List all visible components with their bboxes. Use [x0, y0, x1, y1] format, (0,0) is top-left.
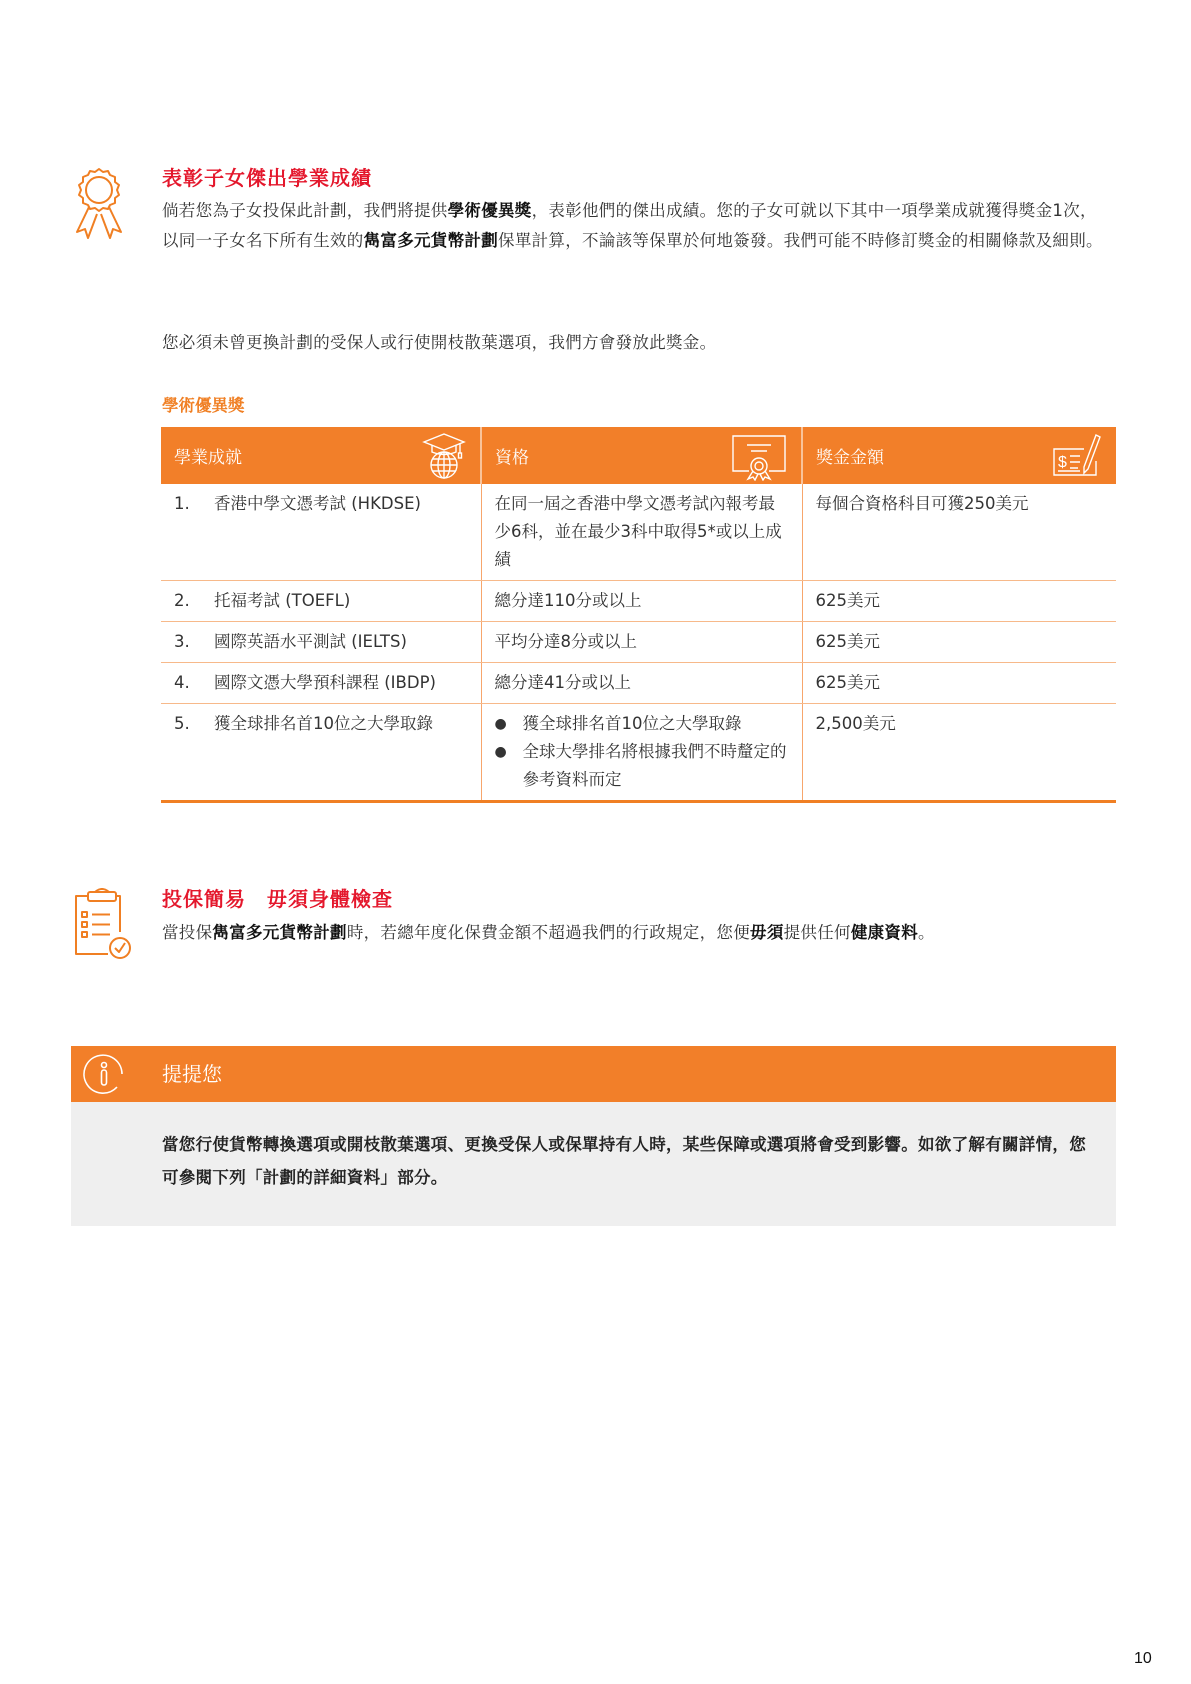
header-achievement: 學業成就: [161, 427, 481, 484]
text-run: ，表彰他們的傑出成績。您的子女可就以下其中一項學業成就獲得獎金1次，以同一子女名下所有生效的: [162, 201, 1097, 250]
qualification-text: 總分達41分或以上: [494, 673, 631, 692]
table-row: [161, 581, 1116, 622]
table-row: [161, 622, 1116, 663]
qualification-cell: [481, 663, 802, 704]
achievement-cell: [161, 663, 481, 704]
amount-cell: 625美元: [802, 622, 1116, 663]
graduation-globe-icon: [420, 431, 468, 486]
achievement-cell: [161, 484, 481, 581]
reminder-text: 當您行使貨幣轉換選項或開枝散葉選項、更換受保人或保單持有人時，某些保障或選項將會受到影響。如欲了解有關詳情，您可參閱下列「計劃的詳細資料」部分。: [162, 1135, 1086, 1187]
reminder-title: 提提您: [162, 1062, 222, 1086]
achievement-label: 香港中學文憑考試 (HKDSE): [214, 494, 421, 513]
qualification-cell: [481, 484, 802, 581]
bullet-item: [495, 738, 789, 794]
achievement-label: 國際英語水平測試 (IELTS): [214, 632, 407, 651]
page-number: 10: [1134, 1650, 1152, 1667]
qualification-cell: [481, 704, 802, 802]
bold-phrase: 健康資料: [850, 923, 919, 942]
qualification-text: 總分達110分或以上: [494, 591, 642, 610]
reminder-header-bar: [71, 1046, 1116, 1102]
cheque-pen-icon: [1048, 431, 1104, 486]
table-title: 學術優異獎: [162, 396, 245, 415]
eligibility-note: 您必須未曾更換計劃的受保人或行使開枝散葉選項，我們方會發放此獎金。: [162, 333, 717, 352]
header-qualification: 資格: [481, 427, 802, 484]
qualification-text: 在同一屆之香港中學文憑考試內報考最少6科，並在最少3科中取得5*或以上成績: [494, 494, 782, 569]
qualification-cell: [481, 622, 802, 663]
bullet-text: 全球大學排名將根據我們不時釐定的參考資料而定: [522, 742, 787, 789]
bold-phrase: 學術優異獎: [447, 201, 532, 220]
achievement-cell: [161, 704, 481, 802]
bullet-item: [495, 710, 789, 738]
row-number: 2.: [174, 591, 190, 610]
row-number: 4.: [174, 673, 190, 692]
section-title-academic: 表彰子女傑出學業成績: [162, 166, 372, 190]
bold-phrase: 雋富多元貨幣計劃: [363, 231, 499, 250]
qualification-cell: [481, 581, 802, 622]
section-title-simple-application: 投保簡易 毋須身體檢查: [162, 887, 393, 911]
award-ribbon-icon: [70, 166, 128, 246]
achievement-label: 獲全球排名首10位之大學取錄: [214, 714, 433, 733]
achievement-label: 托福考試 (TOEFL): [214, 591, 351, 610]
amount-cell: 625美元: [802, 663, 1116, 704]
row-number: 5.: [174, 714, 190, 733]
text-run: 提供任何: [783, 923, 851, 942]
table-row: [161, 704, 1116, 802]
certificate-icon: [729, 431, 789, 486]
academic-award-table: [161, 427, 1116, 803]
row-number: 3.: [174, 632, 190, 651]
amount-cell: 625美元: [802, 581, 1116, 622]
bullet-dot-icon: ●: [494, 744, 507, 760]
svg-text:$: $: [1058, 454, 1067, 471]
achievement-cell: [161, 622, 481, 663]
amount-cell: 2,500美元: [802, 704, 1116, 802]
academic-intro-paragraph: [162, 196, 1112, 256]
bullet-text: 獲全球排名首10位之大學取錄: [522, 714, 742, 733]
header-amount: 獎金金額 $: [802, 427, 1116, 484]
table-row: [161, 663, 1116, 704]
bold-phrase: 毋須: [750, 923, 784, 942]
bold-phrase: 雋富多元貨幣計劃: [212, 923, 347, 942]
text-run: 倘若您為子女投保此計劃，我們將提供: [162, 201, 448, 220]
text-run: 時，若總年度化保費金額不超過我們的行政規定，您便: [346, 923, 751, 942]
text-run: 。: [918, 923, 935, 942]
info-icon: [83, 1053, 125, 1099]
simple-application-paragraph: [162, 918, 1112, 948]
text-run: 當投保: [162, 923, 213, 942]
row-number: 1.: [174, 494, 190, 513]
clipboard-check-icon: [70, 888, 134, 964]
table-header-row: [161, 427, 1116, 484]
text-run: 保單計算，不論該等保單於何地簽發。我們可能不時修訂獎金的相關條款及細則。: [498, 231, 1103, 250]
qualification-text: 平均分達8分或以上: [494, 632, 637, 651]
achievement-label: 國際文憑大學預科課程 (IBDP): [214, 673, 436, 692]
bullet-dot-icon: ●: [494, 716, 507, 732]
amount-cell: 每個合資格科目可獲250美元: [802, 484, 1116, 581]
table-row: [161, 484, 1116, 581]
achievement-cell: [161, 581, 481, 622]
